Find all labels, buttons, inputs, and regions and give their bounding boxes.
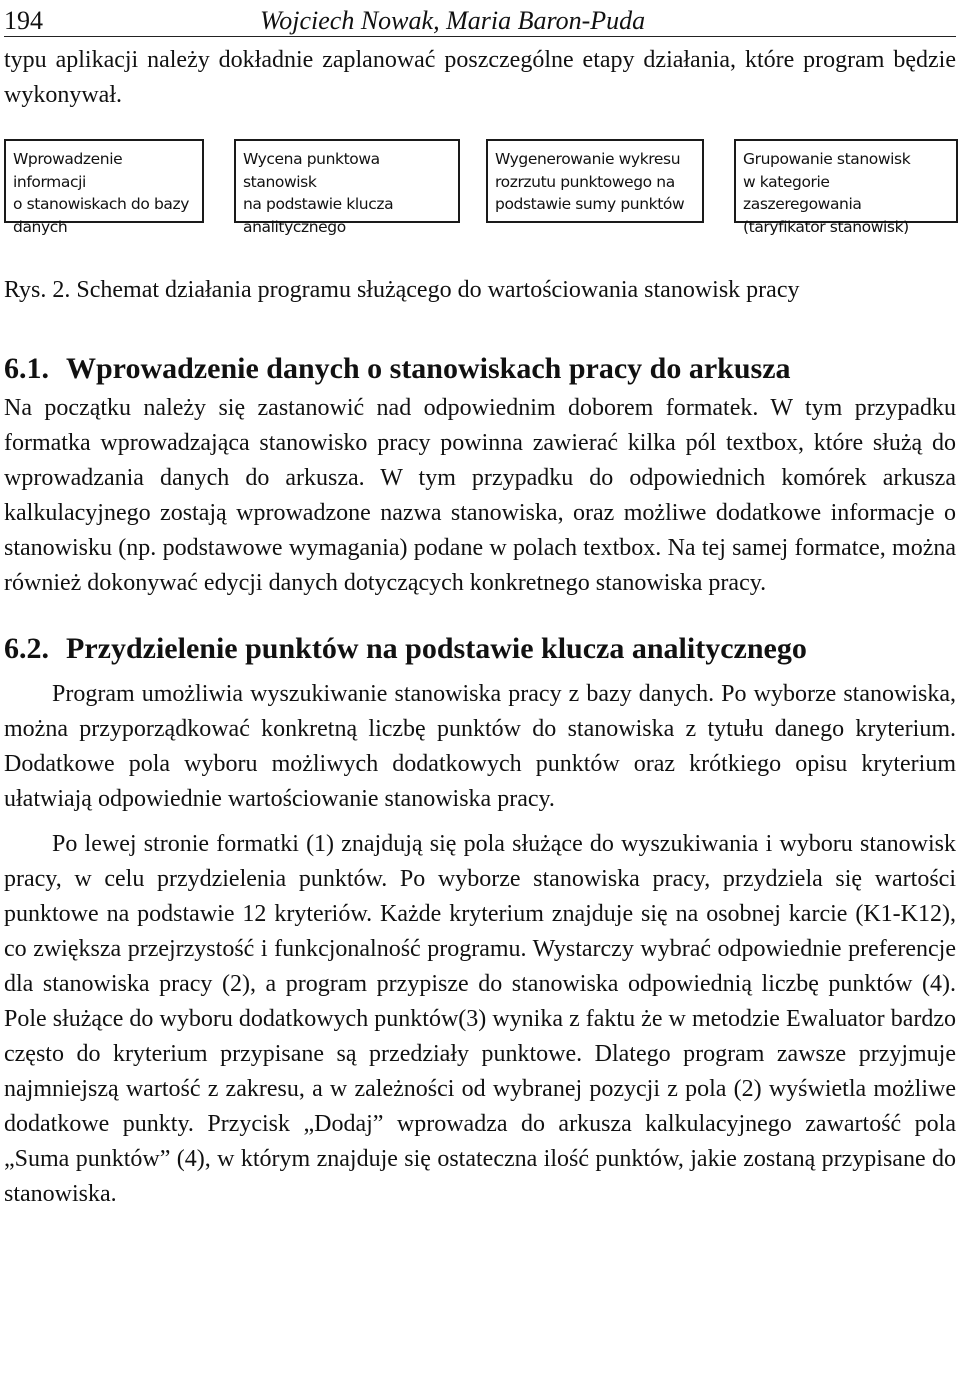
- section-number: 6.2.: [4, 632, 49, 665]
- running-header: [4, 0, 956, 37]
- flow-step-line: na podstawie klucza: [243, 195, 394, 213]
- process-flow-diagram: [4, 139, 956, 241]
- flow-step-line: w kategorie zaszeregowania: [743, 172, 862, 213]
- flow-step-line: (taryfikator stanowisk): [743, 217, 909, 236]
- section-6-2-paragraph-1: Program umożliwia wyszukiwanie stanowiska pracy z bazy danych. Po wyborze stanowiska, można przyporządkować konkretną liczbę punktów do stanowiska z tytułu danego kryterium. Dodatkowe pola wyboru możliwych dodatkowych punktów oraz krótkiego opisu kryterium ułatwiają odpowiednie wartościowanie stanowiska pracy.: [4, 681, 956, 812]
- section-title: Przydzielenie punktów na podstawie klucza analitycznego: [66, 632, 807, 665]
- page-number: 194: [4, 6, 43, 35]
- section-title: Wprowadzenie danych o stanowiskach pracy do arkusza: [66, 352, 791, 385]
- flow-step-line: Wygenerowanie wykresu: [495, 150, 681, 168]
- flow-step-line: o stanowiskach do bazy: [13, 195, 189, 213]
- flow-step-line: analitycznego: [243, 217, 346, 236]
- flow-step-line: danych: [13, 217, 68, 236]
- flow-step-line: podstawie sumy punktów: [495, 195, 685, 213]
- flow-step-point-valuation: [234, 139, 460, 236]
- flow-step-line: rozrzutu punktowego na: [495, 172, 675, 191]
- flow-step-line: Wycena punktowa stanowisk: [243, 150, 380, 191]
- header-authors: Wojciech Nowak, Maria Baron-Puda: [260, 6, 646, 35]
- flow-step-line: Grupowanie stanowisk: [743, 150, 911, 168]
- section-number: 6.1.: [4, 352, 49, 385]
- section-6-1-paragraph: Na początku należy się zastanowić nad odpowiednim doborem formatek. W tym przypadku formatka wprowadzająca stanowisko pracy powinna zawierać kilka pól textbox, które służą do wprowadzania danych do arkusza. W tym przypadku do odpowiednich komórek arkusza kalkulacyjnego zostają wprowadzone nazwa stanowiska, oraz możliwe dodatkowe informacje o stanowisku (np. podstawowe wymagania) podane w polach textbox. Na tej samej formatce, można również dokonywać edycji danych dotyczących konkretnego stanowiska pracy.: [4, 395, 956, 596]
- section-6-2-paragraph-2: Po lewej stronie formatki (1) znajdują się pola służące do wyszukiwania i wyboru stanowisk pracy, w celu przydzielenia punktów. Po wyborze stanowiska pracy, przydziela się wartości punktowe na podstawie 12 kryteriów. Każde kryterium znajduje się na osobnej karcie (K1-K12), co zwiększa przejrzystość i funkcjonalność programu. Wystarczy wybrać odpowiednie preferencje dla stanowiska pracy (2), a program przypisze do stanowiska odpowiednią liczbę punktów (4). Pole służące do wyboru dodatkowych punktów(3) wynika z faktu że w metodzie Ewaluator bardzo często do kryterium przypisane są przedziały punktowe. Dlatego program zawsze przyjmuje najmniejszą wartość z zakresu, a w zależności od wybranej pozycji z pola (2) wyświetla możliwe dodatkowe punkty. Przycisk „Dodaj” wprowadza do arkusza kalkulacyjnego zawartość pola „Suma punktów” (4), w którym znajduje się ostateczna ilość punktów, jakie zostaną przypisane do stanowiska.: [4, 831, 956, 1207]
- intro-paragraph: typu aplikacji należy dokładnie zaplanować poszczególne etapy działania, które program będzie wykonywał.: [4, 47, 956, 108]
- section-heading-6-1: [4, 351, 956, 387]
- flow-step-data-entry: [4, 139, 204, 236]
- flow-step-scatter-chart: [486, 139, 704, 223]
- figure-caption: Rys. 2. Schemat działania programu służącego do wartościowania stanowisk pracy: [4, 277, 800, 303]
- flow-step-line: Wprowadzenie informacji: [13, 150, 123, 191]
- flow-step-grouping: [734, 139, 958, 236]
- section-heading-6-2: [4, 631, 956, 667]
